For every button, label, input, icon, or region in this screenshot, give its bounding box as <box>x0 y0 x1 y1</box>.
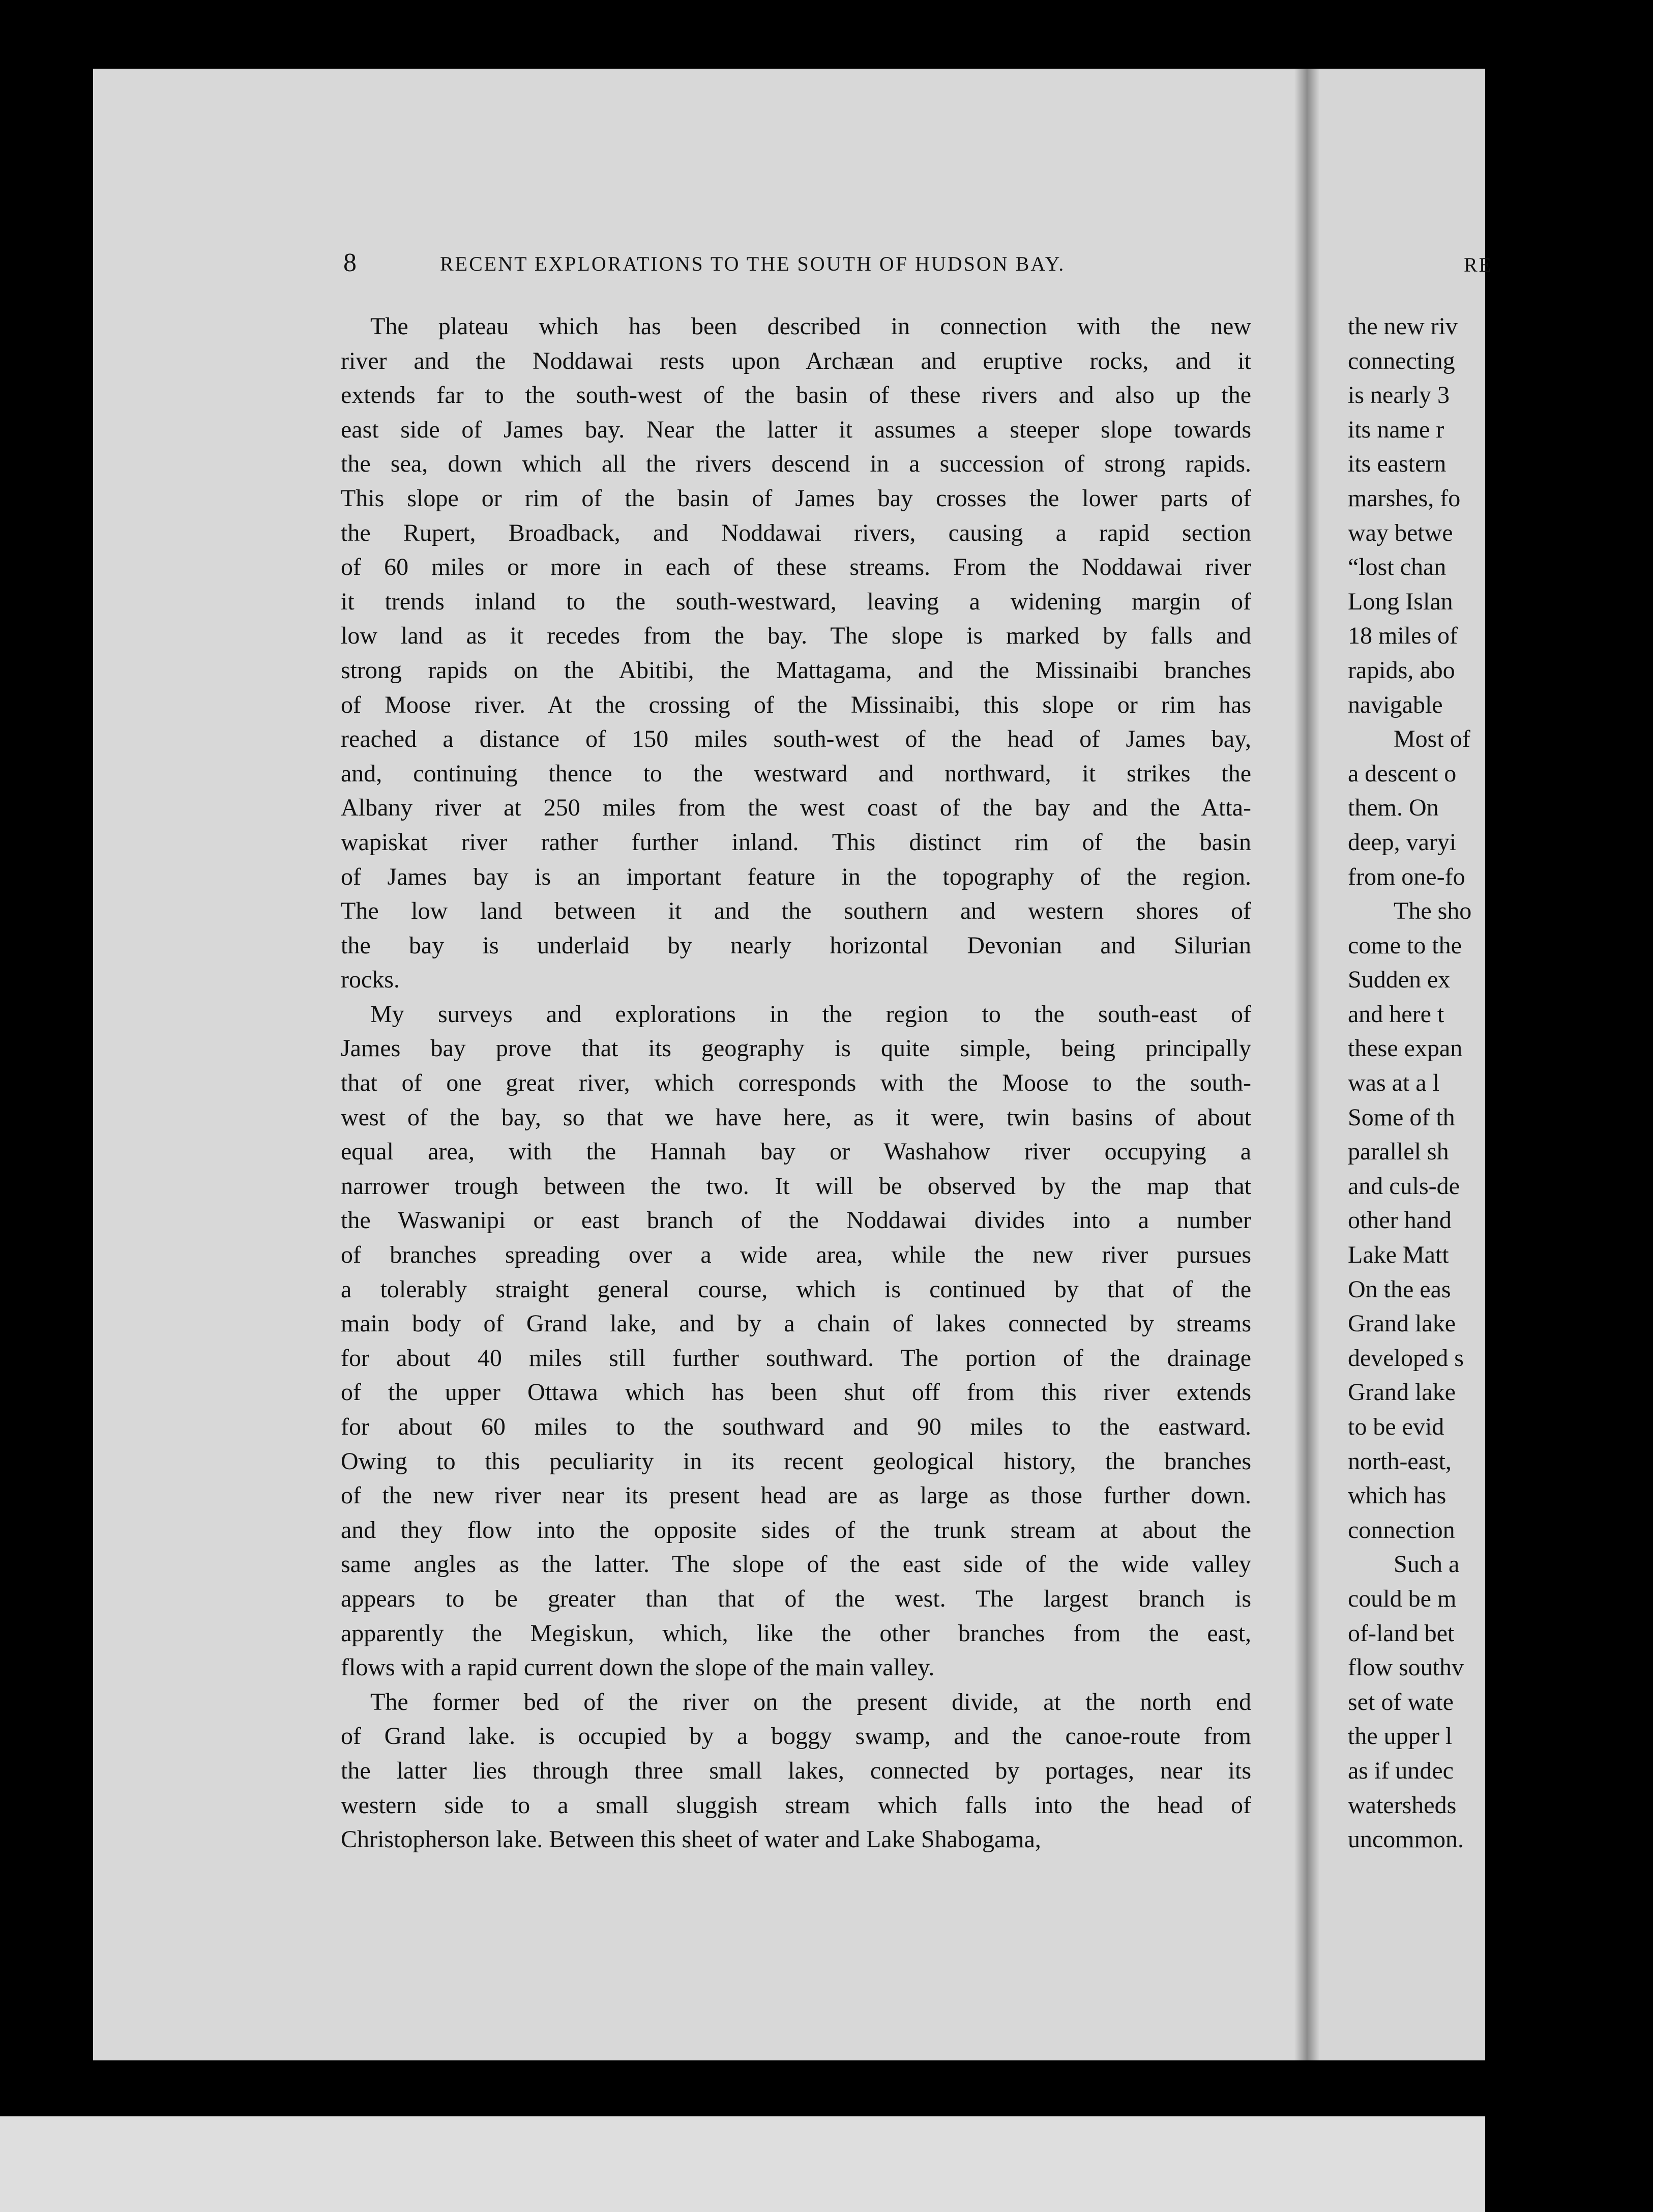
right-text-line: Such a <box>1394 1551 1460 1578</box>
text-line: of branches spreading over a wide area, while the new river pursues <box>341 1241 1251 1269</box>
right-text-line: Lake Matt <box>1348 1241 1449 1269</box>
body-text <box>341 309 1251 1857</box>
text-line: Owing to this peculiarity in its recent geological history, the branches <box>341 1447 1251 1475</box>
right-text-line: connection <box>1348 1516 1455 1544</box>
page-number: 8 <box>343 248 358 277</box>
text-line: equal area, with the Hannah bay or Washahow river occupying a <box>341 1138 1251 1166</box>
text-line: My surveys and explorations in the region to the south-east of <box>370 1000 1251 1028</box>
text-line: James bay prove that its geography is quite simple, being principally <box>341 1035 1251 1062</box>
right-text-line: and here t <box>1348 1000 1444 1028</box>
right-text-line: On the eas <box>1348 1275 1451 1303</box>
text-line: river and the Noddawai rests upon Archæan and eruptive rocks, and it <box>341 347 1251 374</box>
right-text-line: and culs-de <box>1348 1172 1460 1200</box>
text-line: of Moose river. At the crossing of the Missinaibi, this slope or rim has <box>341 691 1251 718</box>
right-text-line: The sho <box>1394 897 1472 925</box>
right-text-line: is nearly 3 <box>1348 382 1450 409</box>
running-title: RECENT EXPLORATIONS TO THE SOUTH OF HUDSON BAY. <box>440 252 1066 275</box>
text-line: of 60 miles or more in each of these streams. From the Noddawai river <box>341 554 1251 581</box>
text-line: extends far to the south-west of the basin of these rivers and also up the <box>341 382 1251 409</box>
right-text-line: come to the <box>1348 932 1462 959</box>
right-text-line: deep, varyi <box>1348 828 1457 856</box>
text-line: appears to be greater than that of the west. The largest branch is <box>341 1585 1251 1612</box>
right-text-line: other hand <box>1348 1207 1452 1234</box>
text-line: This slope or rim of the basin of James bay crosses the lower parts of <box>341 484 1251 512</box>
right-text-line: uncommon. <box>1348 1826 1464 1853</box>
text-line: of the upper Ottawa which has been shut off from this river extends <box>341 1379 1251 1406</box>
right-text-line: Long Islan <box>1348 588 1453 615</box>
text-line: reached a distance of 150 miles south-west of the head of James bay, <box>341 725 1251 753</box>
right-text-line: Sudden ex <box>1348 966 1451 994</box>
right-text-line: was at a l <box>1348 1069 1439 1097</box>
right-text-line: from one-fo <box>1348 863 1465 890</box>
text-line: and, continuing thence to the westward and northward, it strikes the <box>341 760 1251 787</box>
text-line: wapiskat river rather further inland. This distinct rim of the basin <box>341 828 1251 856</box>
text-line: east side of James bay. Near the latter it assumes a steeper slope towards <box>341 416 1251 443</box>
right-text-line: 18 miles of <box>1348 622 1458 650</box>
right-text-line: them. On <box>1348 794 1439 822</box>
right-text-line: to be evid <box>1348 1413 1444 1440</box>
right-text-line: watersheds <box>1348 1791 1457 1819</box>
right-text-line: its eastern <box>1348 450 1447 478</box>
text-line: flows with a rapid current down the slope of the main valley. <box>341 1654 935 1681</box>
right-text-line: “lost chan <box>1348 554 1447 581</box>
right-text-line: marshes, fo <box>1348 484 1461 512</box>
right-text-line: Most of <box>1394 725 1470 753</box>
text-line: of James bay is an important feature in the topography of the region. <box>341 863 1251 890</box>
right-text-line: Some of th <box>1348 1103 1455 1131</box>
right-page-text <box>1348 309 1653 1857</box>
text-line: main body of Grand lake, and by a chain of lakes connected by streams <box>341 1310 1251 1337</box>
text-line: same angles as the latter. The slope of the east side of the wide valley <box>341 1551 1251 1578</box>
page-header <box>249 248 1251 283</box>
right-text-line: its name r <box>1348 416 1444 443</box>
right-page-header: RE <box>1464 253 1493 276</box>
text-line: low land as it recedes from the bay. The slope is marked by falls and <box>341 622 1251 650</box>
text-line: for about 60 miles to the southward and 90 miles to the eastward. <box>341 1413 1251 1440</box>
right-text-line: set of wate <box>1348 1688 1454 1715</box>
right-text-line: developed s <box>1348 1344 1464 1372</box>
right-text-line: connecting <box>1348 347 1455 374</box>
text-line: apparently the Megiskun, which, like the other branches from the east, <box>341 1619 1251 1647</box>
paragraph <box>341 1685 1251 1857</box>
right-text-line: the new riv <box>1348 313 1458 340</box>
right-text-line: flow southv <box>1348 1654 1464 1681</box>
right-text-line: navigable <box>1348 691 1443 718</box>
right-text-line: which has <box>1348 1482 1447 1509</box>
text-line: Christopherson lake. Between this sheet of water and Lake Shabogama, <box>341 1826 1041 1853</box>
text-line: The former bed of the river on the present divide, at the north end <box>370 1688 1251 1715</box>
right-text-line: as if undec <box>1348 1757 1454 1784</box>
right-text-line: could be m <box>1348 1585 1457 1612</box>
text-line: the latter lies through three small lakes, connected by portages, near its <box>341 1757 1251 1784</box>
text-line: Albany river at 250 miles from the west coast of the bay and the Atta- <box>341 794 1251 822</box>
text-line: western side to a small sluggish stream which falls into the head of <box>341 1791 1251 1819</box>
text-line: of Grand lake. is occupied by a boggy swamp, and the canoe-route from <box>341 1723 1251 1750</box>
right-text-line: north-east, <box>1348 1447 1452 1475</box>
text-line: the Waswanipi or east branch of the Noddawai divides into a number <box>341 1207 1251 1234</box>
text-line: The plateau which has been described in connection with the new <box>370 313 1251 340</box>
right-text-line: Grand lake <box>1348 1310 1456 1337</box>
text-line: the sea, down which all the rivers descend in a succession of strong rapids. <box>341 450 1251 478</box>
text-line: narrower trough between the two. It will be observed by the map that <box>341 1172 1251 1200</box>
paragraph <box>341 309 1251 997</box>
text-line: and they flow into the opposite sides of the trunk stream at about the <box>341 1516 1251 1544</box>
right-text-line: way betwe <box>1348 519 1453 546</box>
text-line: that of one great river, which corresponds with the Moose to the south- <box>341 1069 1251 1097</box>
text-line: it trends inland to the south-westward, leaving a widening margin of <box>341 588 1251 615</box>
page-gutter <box>1294 69 1320 2060</box>
right-text-line: a descent o <box>1348 760 1457 787</box>
right-text-line: these expan <box>1348 1035 1463 1062</box>
text-line: The low land between it and the southern and western shores of <box>341 897 1251 925</box>
right-text-line: of-land bet <box>1348 1619 1455 1647</box>
right-text-line: parallel sh <box>1348 1138 1449 1166</box>
text-line: rocks. <box>341 966 400 994</box>
text-line: of the new river near its present head are as large as those further down. <box>341 1482 1251 1509</box>
paragraph <box>341 997 1251 1685</box>
text-line: a tolerably straight general course, which is continued by that of the <box>341 1275 1251 1303</box>
text-line: the bay is underlaid by nearly horizontal Devonian and Silurian <box>341 932 1251 959</box>
right-text-line: rapids, abo <box>1348 656 1455 684</box>
text-line: west of the bay, so that we have here, as it were, twin basins of about <box>341 1103 1251 1131</box>
text-line: strong rapids on the Abitibi, the Mattagama, and the Missinaibi branches <box>341 656 1251 684</box>
right-text-line: Grand lake <box>1348 1379 1456 1406</box>
right-text-line: the upper l <box>1348 1723 1453 1750</box>
text-line: the Rupert, Broadback, and Noddawai rivers, causing a rapid section <box>341 519 1251 546</box>
scan-bottom-strip <box>0 2116 1485 2212</box>
text-line: for about 40 miles still further southward. The portion of the drainage <box>341 1344 1251 1372</box>
